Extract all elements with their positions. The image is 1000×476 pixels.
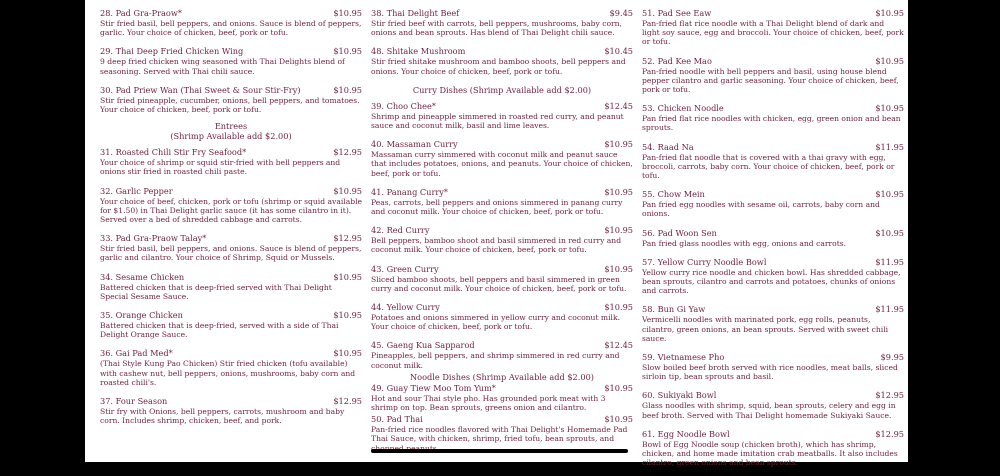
menu-item [642,8,904,47]
menu-item [642,429,904,468]
noodle-list [371,383,633,453]
item-description: Battered chicken that is deep-fried, served with a side of Thai Delight Orange Sauce. [100,321,339,340]
item-price: $12.95 [333,233,362,244]
item-name: 41. Panang Curry* [371,186,449,197]
horizontal-scrollbar[interactable] [371,449,628,453]
item-price: $10.95 [604,186,633,197]
item-name: 49. Guay Tiew Moo Tom Yum* [371,382,496,393]
menu-item [642,390,904,419]
curry-list [371,101,633,370]
item-name: 42. Red Curry [371,225,430,236]
item-name: 39. Choo Chee* [371,100,436,111]
item-description: Yellow curry rice noodle and chicken bowl. Has shredded cabbage, bean sprouts, cilantro and carrots and potatoes, chunks of onions and carrots. [642,267,901,296]
item-name: 58. Bun Gi Yaw [642,304,706,315]
menu-item [371,187,633,216]
item-description: Shrimp and pineapple simmered in roasted red curry, and peanut sauce and coconut milk, basil and lime leaves. [371,111,624,131]
menu-item [371,264,633,293]
menu-item [100,85,362,114]
item-description: Pan fried flat rice noodles with chicken, egg, green onion and bean sprouts. [642,114,901,133]
menu-item [100,147,362,176]
item-price: $10.95 [333,185,362,196]
item-description: Pan-fried rice noodles flavored with Thai Delight's Homemade Pad Thai Sauce, with chicken, shrimp, fried tofu, bean sprouts, and [371,425,628,444]
menu-item [100,46,362,75]
item-price: $10.95 [604,225,633,236]
item-description: Pan-fried flat rice noodle with a Thai Delight blend of dark and light soy sauce, egg and broccoli. Your choice of chicken, beef, pork or tofu. [642,19,904,47]
menu-column-2 [371,8,633,462]
item-name: 33. Pad Gra-Praow Talay* [100,233,207,244]
item-description: Stir fried basil, bell peppers, and onions. Sauce is blend of peppers, garlic. Your choice of chicken, beef, pork or tofu. [100,19,362,38]
item-price: $9.95 [880,352,904,363]
section-heading-curry: Curry Dishes (Shrimp Available add $2.00) [412,84,592,95]
entree-list [100,147,362,425]
menu-column-3 [642,8,904,476]
item-description: Massaman curry simmered with coconut milk and peanut sauce that includes potatoes, onions, and peanuts. Your choice of chicken, beef, pork or tofu. [371,150,633,178]
item-name: 29. Thai Deep Fried Chicken Wing [100,46,244,57]
item-name: 40. Massaman Curry [371,139,458,150]
item-price: $10.95 [333,46,362,57]
item-description: Your choice of shrimp or squid stir-fried with bell peppers and onions stir fried in roasted chili paste. [100,158,341,177]
item-name: 61. Egg Noodle Bowl [642,428,730,439]
item-description: Slow boiled beef broth served with rice noodles, meat balls, sliced sirloin tip, bean sprouts and basil. [642,363,898,382]
item-description: (Thai Style Kung Pao Chicken) Stir fried chicken (tofu available) with cashew nut, bell peppers, onions, mushrooms, baby corn and roasted chili's. [100,359,356,387]
item-description: Pan-fried noodle with bell peppers and basil, using house blend pepper cilantro and garlic seasoning. Your choice of chicken, beef, pork or tofu. [642,66,899,95]
menu-item [371,101,633,130]
menu-item [100,348,362,387]
item-name: 37. Four Season [100,396,168,407]
menu-page [85,0,908,468]
item-name: 52. Pad Kee Mao [642,55,712,66]
item-price: $11.95 [875,304,904,315]
stir-fry-list [371,8,633,76]
item-name: 44. Yellow Curry [371,302,440,313]
item-price: $11.95 [875,141,904,152]
item-description: Hot and sour Thai style pho. Has grounded pork meat with 3 shrimp on top. Bean sprouts, greens onion and cilantro. [371,393,606,413]
item-price: $10.95 [333,271,362,282]
item-description: Pan-fried flat noodle that is covered with a thai gravy with egg, broccoli, carrots, baby corn. Your choice of chicken, beef, pork or tofu. [642,152,895,181]
menu-item [371,302,633,331]
item-name: 34. Sesame Chicken [100,271,185,282]
menu-item [371,8,633,37]
item-description: Sliced bamboo shoots, bell peppers and basil simmered in green curry and coconut milk. Your choice of chicken, beef, pork or tofu. [371,274,627,293]
menu-item [642,142,904,181]
item-description: Glass noodles with shrimp, squid, bean sprouts, celery and egg in beef broth. Served with Thai Delight homemade Sukiyaki Sauce. [642,401,896,420]
menu-item [371,139,633,178]
menu-item [642,103,904,132]
menu-item [642,228,904,248]
item-description: Stir fried basil, bell peppers, and onions. Sauce is blend of peppers, garlic and cilantro. Your choice of Shrimp, Squid or Mussels. [100,244,362,263]
menu-item [100,233,362,262]
item-price: $9.45 [609,8,633,18]
item-name: 48. Shitake Mushroom [371,46,466,57]
item-name: 50. Pad Thai [371,414,423,425]
item-name: 36. Gai Pad Med* [100,348,173,359]
item-name: 60. Sukiyaki Bowl [642,390,717,401]
menu-item [642,352,904,381]
item-price: $10.45 [604,46,633,57]
item-name: 28. Pad Gra-Praow* [100,8,182,18]
section-heading-entrees: Entrees (Shrimp Available add $2.00) [170,121,292,142]
item-price: $10.95 [333,310,362,321]
item-name: 54. Raad Na [642,141,694,152]
item-name: 32. Garlic Pepper [100,185,173,196]
item-name: 31. Roasted Chili Stir Fry Seafood* [100,147,247,158]
item-price: $11.95 [875,256,904,267]
item-price: $12.95 [875,428,904,439]
menu-item [371,340,633,369]
item-name: 45. Gaeng Kua Sapparod [371,340,475,351]
section-heading-noodles: Noodle Dishes (Shrimp Available add $2.00) [410,371,594,382]
item-name: 30. Pad Priew Wan (Thai Sweet & Sour Stir-Fry) [100,84,301,95]
item-name: 55. Chow Mein [642,189,705,200]
menu-item [642,304,904,343]
item-price: $10.95 [604,414,633,425]
item-price: $12.95 [875,390,904,401]
item-price: $10.95 [604,139,633,150]
item-description: Bowl of Egg Noodle soup (chicken broth), which has shrimp, chicken, and home made imitation crab meatballs. It also includes cilantro, green onions and bean sprouts. [642,439,898,468]
menu-item [100,186,362,225]
item-price: $10.95 [604,382,633,393]
item-price: $12.95 [333,147,362,158]
menu-item [371,46,633,75]
item-name: 43. Green Curry [371,263,439,274]
item-name: 38. Thai Delight Beef [371,8,460,18]
item-description: Potatoes and onions simmered in yellow curry and coconut milk. Your choice of chicken, beef, pork or tofu. [371,313,620,332]
item-price: $10.95 [875,103,904,114]
menu-item [100,272,362,301]
item-price: $10.95 [604,263,633,274]
item-description: Pan fried egg noodles with sesame oil, carrots, baby corn and onions. [642,200,880,219]
item-description: Stir fried shitake mushroom and bamboo shoots, bell peppers and onions. Your choice of chicken, beef, pork or tofu. [371,57,626,76]
item-name: 35. Orange Chicken [100,310,183,321]
menu-item [642,189,904,218]
item-price: $10.95 [875,227,904,238]
menu-item [371,225,633,254]
item-name: 56. Pad Woon Sen [642,227,717,238]
item-name: 59. Vietnamese Pho [642,352,725,363]
item-description: Stir fry with Onions, bell peppers, carrots, mushroom and baby corn. Includes shrimp, chicken, beef, and pork. [100,407,345,426]
item-description: Stir fried beef with carrots, bell peppers, mushrooms, baby corn, onions and bean sprouts. Has blend of Thai Delight chili sauce. [371,19,622,38]
item-description: Bell peppers, bamboo shoot and basil simmered in red curry and coconut milk. Your choice of chicken, beef, pork or tofu. [371,236,622,255]
menu-item [371,414,633,453]
menu-item [100,396,362,425]
item-description: Vermicelli noodles with marinated pork, egg rolls, peanuts, cilantro, green onions, an bean sprouts. Served with sweet chili sauce. [642,315,889,343]
item-price: $12.45 [604,340,633,351]
item-description: Pineapples, bell peppers, and shrimp simmered in red curry and coconut milk. [371,351,620,370]
menu-item [100,8,362,37]
item-description: Battered chicken that is deep-fried served with Thai Delight Special Sesame Sauce. [100,282,332,301]
menu-item [642,56,904,95]
item-name: 53. Chicken Noodle [642,103,724,114]
item-price: $10.95 [875,189,904,200]
item-price: $10.95 [875,8,904,18]
item-description: 9 deep fried chicken wing seasoned with Thai Delights blend of seasoning. Served with Thai chili sauce. [100,57,345,76]
menu-item [642,257,904,296]
item-description: Peas, carrots, bell peppers and onions simmered in panang curry and coconut milk. Your choice of chicken, beef, pork or tofu. [371,197,623,217]
item-name: 51. Pad See Eaw [642,8,712,18]
item-price: $10.95 [333,84,362,95]
noodle-list-continued [642,8,904,467]
menu-item [100,310,362,339]
menu-item [371,383,633,412]
item-description: Stir fried pineapple, cucumber, onions, bell peppers, and tomatoes. Your choice of chicken, beef, pork or tofu. [100,95,360,115]
item-price: $10.95 [333,8,362,18]
item-name: 57. Yellow Curry Noodle Bowl [642,256,767,267]
item-description: Your choice of beef, chicken, pork or tofu (shrimp or squid available for $1.50) in Thai Delight garlic sauce (it has some cilantro in it). Served over a bed of shredded cabbage and carrots. [100,196,363,225]
item-price: $12.45 [604,100,633,111]
item-price: $12.95 [333,396,362,407]
item-description: Pan fried glass noodles with egg, onions and carrots. [642,238,847,248]
appetizer-list [100,8,362,114]
item-price: $10.95 [333,348,362,359]
item-price: $10.95 [604,302,633,313]
menu-column-1 [100,8,362,434]
item-price: $10.95 [875,55,904,66]
